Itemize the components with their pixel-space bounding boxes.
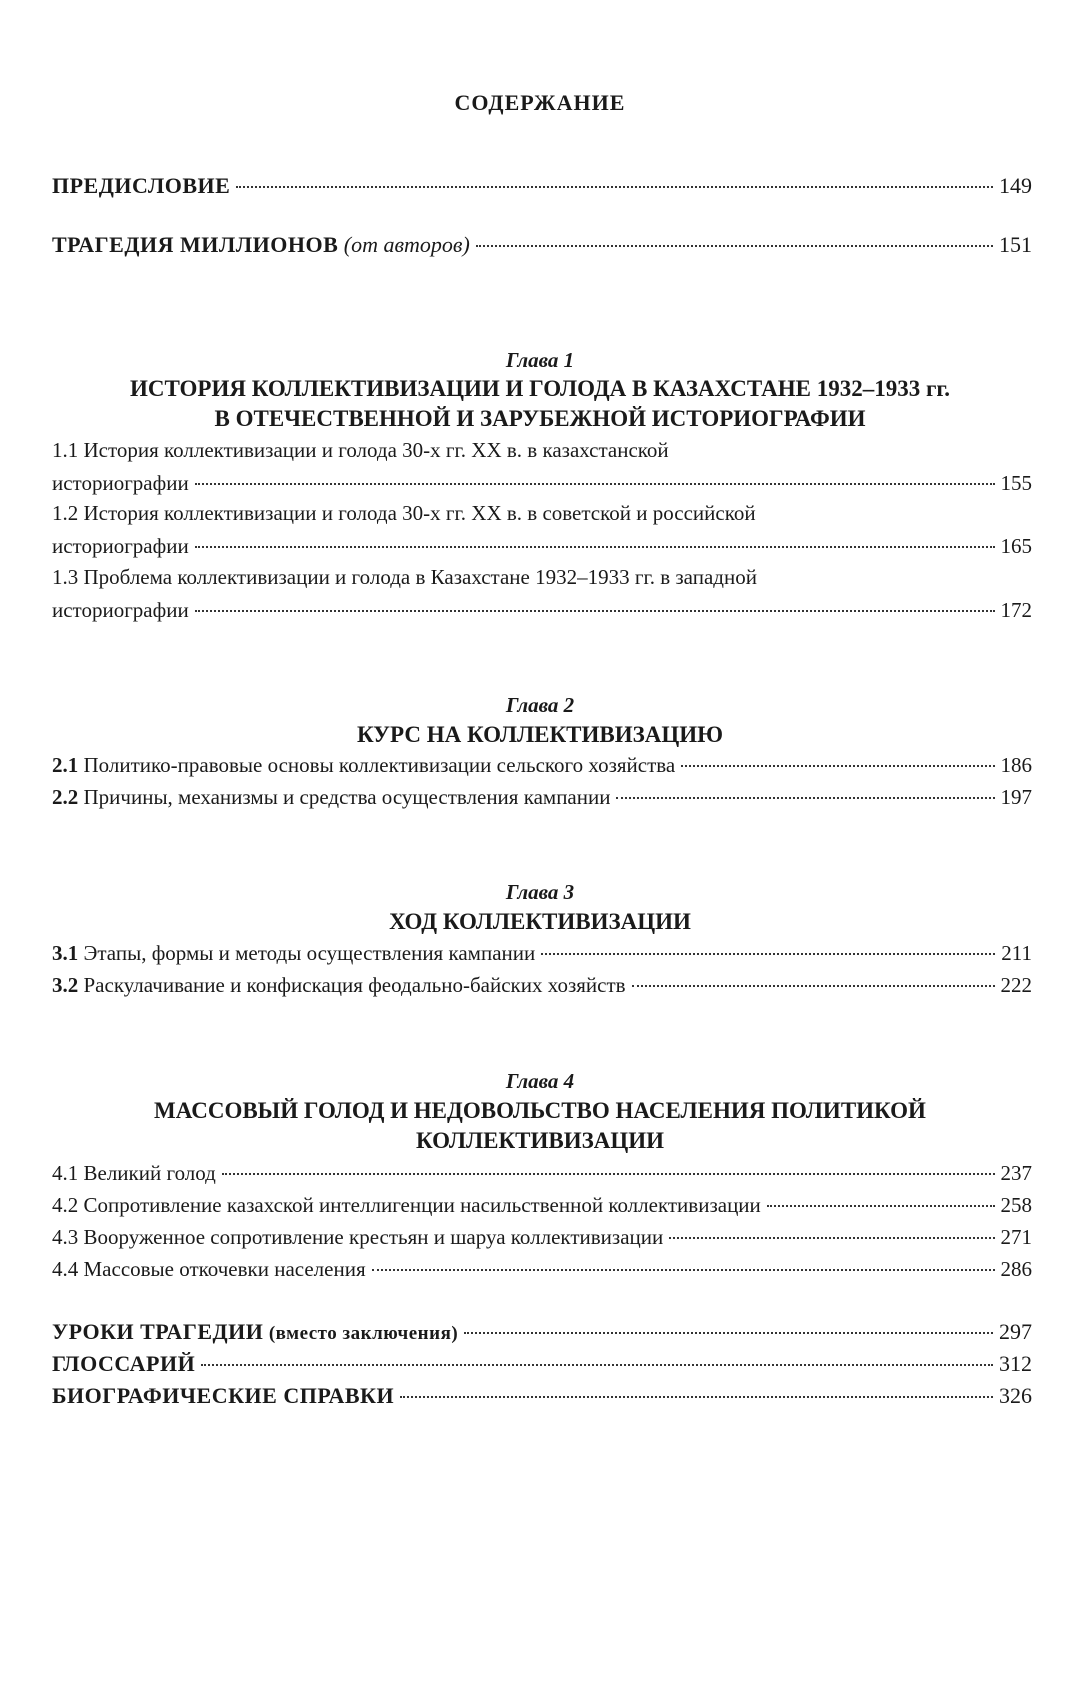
dot-leader: [372, 1269, 995, 1271]
dot-leader: [541, 953, 995, 955]
chapter-title-line: МАССОВЫЙ ГОЛОД И НЕДОВОЛЬСТВО НАСЕЛЕНИЯ ПОЛИТИКОЙ: [154, 1098, 926, 1123]
page-number: 286: [1000, 1257, 1032, 1281]
toc-entry-section[interactable]: [52, 784, 1032, 811]
entry-title: 1.2 История коллективизации и голода 30-х гг. XX в. в советской и российской: [52, 501, 756, 525]
page-number: 271: [1000, 1225, 1032, 1249]
page-number: 197: [1000, 785, 1032, 809]
entry-note: (вместо заключения): [268, 1323, 459, 1344]
entry-title: УРОКИ ТРАГЕДИИ: [52, 1319, 264, 1344]
toc-entry-section[interactable]: [52, 437, 1032, 497]
entry-title: Сопротивление казахской интеллигенции насильственной коллективизации: [83, 1193, 761, 1217]
chapter-label: Глава 3: [505, 880, 575, 904]
chapter-title-line: КУРС НА КОЛЛЕКТИВИЗАЦИЮ: [356, 722, 724, 747]
page-number: 155: [1000, 471, 1032, 495]
entry-title: ГЛОССАРИЙ: [52, 1351, 196, 1376]
toc-entry-section[interactable]: [52, 500, 1032, 560]
page-number: 211: [1001, 941, 1032, 965]
page-number: 151: [999, 232, 1032, 257]
chapter-label: Глава 1: [505, 348, 575, 372]
dot-leader: [669, 1237, 994, 1239]
toc-entry-section[interactable]: [52, 940, 1032, 967]
toc-entry-glossary[interactable]: [52, 1350, 1032, 1377]
entry-title-cont: историографии: [52, 598, 189, 622]
toc-entry-tragedy[interactable]: [52, 231, 1032, 258]
entry-title: 1.1 История коллективизации и голода 30-х гг. XX в. в казахстанской: [52, 438, 669, 462]
entry-title-cont: историографии: [52, 534, 189, 558]
dot-leader: [632, 985, 995, 987]
toc-entry-section[interactable]: [52, 1192, 1032, 1219]
page-number: 326: [999, 1383, 1032, 1408]
section-number: 3.2: [52, 973, 79, 997]
dot-leader: [616, 797, 994, 799]
dot-leader: [222, 1173, 995, 1175]
section-number: 4.3: [52, 1225, 79, 1249]
chapter-title-line: ХОД КОЛЛЕКТИВИЗАЦИИ: [389, 909, 691, 934]
entry-title: Этапы, формы и методы осуществления кампании: [83, 941, 536, 965]
entry-title: Великий голод: [83, 1161, 216, 1185]
page-number: 186: [1000, 753, 1032, 777]
dot-leader: [195, 610, 995, 612]
page-number: 149: [999, 173, 1032, 198]
toc-entry-section[interactable]: [52, 1224, 1032, 1251]
chapter-label: Глава 4: [505, 1069, 575, 1093]
dot-leader: [400, 1396, 993, 1398]
dot-leader: [476, 245, 993, 247]
toc-entry-section[interactable]: [52, 1160, 1032, 1187]
chapter-title-line: ИСТОРИЯ КОЛЛЕКТИВИЗАЦИИ И ГОЛОДА В КАЗАХСТАНЕ 1932–1933 гг.: [130, 376, 950, 401]
dot-leader: [195, 546, 995, 548]
toc-entry-lessons[interactable]: [52, 1318, 1032, 1347]
chapter-title: [40, 907, 1040, 937]
section-number: 2.1: [52, 753, 79, 777]
section-number: 2.2: [52, 785, 79, 809]
chapter-title: [40, 720, 1040, 750]
entry-title: Политико-правовые основы коллективизации сельского хозяйства: [83, 753, 676, 777]
entry-title-cont: историографии: [52, 471, 189, 495]
toc-entry-section[interactable]: [52, 752, 1032, 779]
toc-entry-section[interactable]: [52, 972, 1032, 999]
toc-entry-biographies[interactable]: [52, 1382, 1032, 1409]
entry-title: Раскулачивание и конфискация феодально-байских хозяйств: [83, 973, 626, 997]
toc-entry-preface[interactable]: [52, 172, 1032, 199]
dot-leader: [464, 1332, 993, 1334]
entry-title: БИОГРАФИЧЕСКИЕ СПРАВКИ: [52, 1383, 395, 1408]
dot-leader: [681, 765, 994, 767]
chapter-label: Глава 2: [505, 693, 575, 717]
entry-title: ТРАГЕДИЯ МИЛЛИОНОВ: [52, 232, 339, 257]
page-number: 237: [1000, 1161, 1032, 1185]
entry-title: Причины, механизмы и средства осуществления кампании: [83, 785, 611, 809]
dot-leader: [236, 186, 993, 188]
chapter-title-line: КОЛЛЕКТИВИЗАЦИИ: [415, 1128, 665, 1153]
page-number: 165: [1000, 534, 1032, 558]
section-number: 3.1: [52, 941, 79, 965]
dot-leader: [767, 1205, 995, 1207]
chapter-title: [40, 1096, 1040, 1156]
section-number: 4.2: [52, 1193, 79, 1217]
section-number: 4.4: [52, 1257, 79, 1281]
page-title: СОДЕРЖАНИЕ: [454, 90, 626, 115]
chapter-title-line: В ОТЕЧЕСТВЕННОЙ И ЗАРУБЕЖНОЙ ИСТОРИОГРАФИИ: [214, 406, 866, 431]
entry-title: Массовые откочевки населения: [83, 1257, 366, 1281]
entry-title: Вооруженное сопротивление крестьян и шаруа коллективизации: [83, 1225, 664, 1249]
entry-title: ПРЕДИСЛОВИЕ: [52, 173, 231, 198]
toc-entry-section[interactable]: [52, 564, 1032, 624]
page-number: 172: [1000, 598, 1032, 622]
page-number: 258: [1000, 1193, 1032, 1217]
dot-leader: [195, 483, 995, 485]
dot-leader: [201, 1364, 993, 1366]
entry-title: 1.3 Проблема коллективизации и голода в Казахстане 1932–1933 гг. в западной: [52, 565, 757, 589]
chapter-title: [40, 374, 1040, 434]
toc-entry-section[interactable]: [52, 1256, 1032, 1283]
page-number: 297: [999, 1319, 1032, 1344]
section-number: 4.1: [52, 1161, 79, 1185]
entry-note: (от авторов): [343, 232, 470, 257]
page-number: 312: [999, 1351, 1032, 1376]
page-number: 222: [1000, 973, 1032, 997]
